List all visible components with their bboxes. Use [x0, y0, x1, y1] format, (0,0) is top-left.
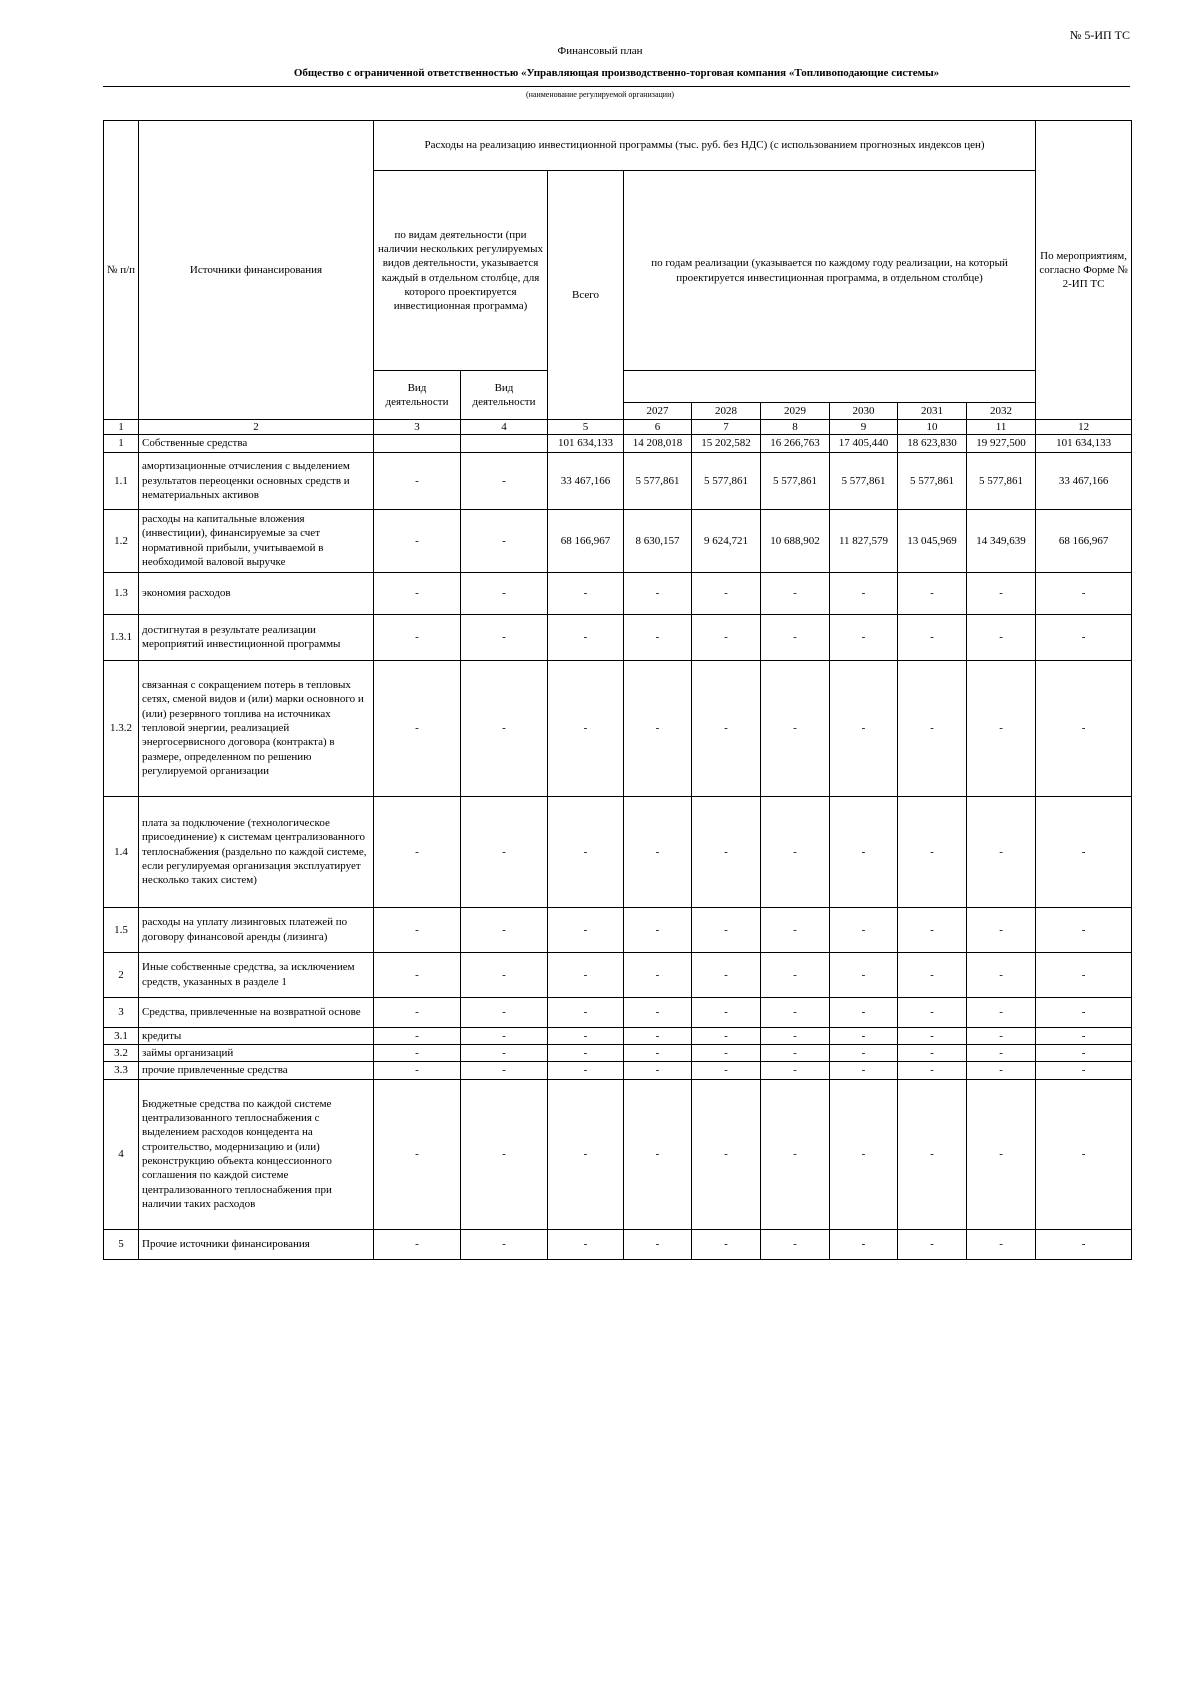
- column-number: 7: [692, 420, 761, 435]
- header-year: 2031: [898, 403, 967, 420]
- row-per-measures: 33 467,166: [1036, 452, 1132, 509]
- row-num: 2: [104, 952, 139, 997]
- row-year-2031: 13 045,969: [898, 509, 967, 572]
- row-per-measures: -: [1036, 997, 1132, 1027]
- row-total: -: [548, 997, 624, 1027]
- organization-name: Общество с ограниченной ответственностью «Управляющая производственно-торговая компания «Топливоподающие системы»: [293, 67, 940, 79]
- row-total: -: [548, 1062, 624, 1079]
- row-source: достигнутая в результате реализации мероприятий инвестиционной программы: [139, 614, 374, 660]
- row-year-2029: -: [761, 1044, 830, 1061]
- row-activity-1: -: [374, 572, 461, 614]
- row-year-2028: -: [692, 1027, 761, 1044]
- row-year-2029: -: [761, 1229, 830, 1259]
- row-source: Собственные средства: [139, 435, 374, 452]
- financial-plan-table: [103, 120, 1132, 1260]
- row-num: 3.1: [104, 1027, 139, 1044]
- row-year-2027: -: [624, 907, 692, 952]
- row-year-2031: -: [898, 907, 967, 952]
- row-activity-2: -: [461, 1062, 548, 1079]
- row-year-2029: 16 266,763: [761, 435, 830, 452]
- row-year-2027: -: [624, 660, 692, 796]
- row-year-2030: -: [830, 796, 898, 907]
- row-source: экономия расходов: [139, 572, 374, 614]
- row-year-2031: -: [898, 1079, 967, 1229]
- header-year: 2030: [830, 403, 898, 420]
- row-year-2030: -: [830, 1062, 898, 1079]
- row-total: 33 467,166: [548, 452, 624, 509]
- row-num: 1.3: [104, 572, 139, 614]
- row-year-2031: -: [898, 1229, 967, 1259]
- row-year-2029: -: [761, 614, 830, 660]
- row-activity-1: -: [374, 952, 461, 997]
- row-per-measures: -: [1036, 796, 1132, 907]
- row-activity-2: -: [461, 952, 548, 997]
- row-activity-2: -: [461, 509, 548, 572]
- table-row: [104, 1079, 1132, 1229]
- row-year-2028: -: [692, 660, 761, 796]
- row-year-2029: -: [761, 907, 830, 952]
- column-number: 4: [461, 420, 548, 435]
- row-year-2027: 5 577,861: [624, 452, 692, 509]
- row-year-2032: -: [967, 614, 1036, 660]
- row-year-2028: -: [692, 1044, 761, 1061]
- row-year-2027: -: [624, 572, 692, 614]
- row-activity-2: -: [461, 1044, 548, 1061]
- header-num: № п/п: [104, 121, 139, 420]
- row-year-2029: -: [761, 997, 830, 1027]
- row-year-2030: -: [830, 614, 898, 660]
- row-per-measures: -: [1036, 1027, 1132, 1044]
- row-activity-1: -: [374, 1027, 461, 1044]
- row-total: -: [548, 1229, 624, 1259]
- row-year-2029: -: [761, 796, 830, 907]
- row-num: 3.2: [104, 1044, 139, 1061]
- row-year-2027: -: [624, 1079, 692, 1229]
- header-total: Всего: [548, 171, 624, 420]
- table-row: [104, 1027, 1132, 1044]
- row-year-2030: -: [830, 660, 898, 796]
- column-number: 2: [139, 420, 374, 435]
- row-year-2027: -: [624, 1062, 692, 1079]
- row-year-2031: 5 577,861: [898, 452, 967, 509]
- form-number: № 5-ИП ТС: [1069, 28, 1130, 42]
- column-number: 3: [374, 420, 461, 435]
- row-year-2027: -: [624, 1027, 692, 1044]
- table-row: [104, 952, 1132, 997]
- row-year-2032: -: [967, 1044, 1036, 1061]
- document-title: Финансовый план: [557, 45, 643, 57]
- row-per-measures: -: [1036, 614, 1132, 660]
- table-row: [104, 796, 1132, 907]
- row-year-2029: -: [761, 572, 830, 614]
- row-year-2031: -: [898, 1062, 967, 1079]
- table-row: [104, 1044, 1132, 1061]
- row-num: 5: [104, 1229, 139, 1259]
- row-year-2032: 19 927,500: [967, 435, 1036, 452]
- row-year-2032: -: [967, 660, 1036, 796]
- organization-caption: (наименование регулируемой организации): [525, 90, 675, 99]
- row-activity-2: [461, 435, 548, 452]
- row-year-2028: -: [692, 952, 761, 997]
- row-total: -: [548, 660, 624, 796]
- header-per-measures: По мероприятиям, согласно Форме № 2-ИП ТС: [1036, 121, 1132, 420]
- row-year-2030: -: [830, 1044, 898, 1061]
- row-total: -: [548, 1079, 624, 1229]
- row-total: -: [548, 907, 624, 952]
- header-years-spacer: [624, 371, 1036, 403]
- row-year-2027: -: [624, 952, 692, 997]
- table-row: [104, 572, 1132, 614]
- row-per-measures: -: [1036, 572, 1132, 614]
- row-year-2028: -: [692, 614, 761, 660]
- column-number: 10: [898, 420, 967, 435]
- row-source: прочие привлеченные средства: [139, 1062, 374, 1079]
- row-source: Иные собственные средства, за исключением средств, указанных в разделе 1: [139, 952, 374, 997]
- row-source: Средства, привлеченные на возвратной основе: [139, 997, 374, 1027]
- row-year-2030: 17 405,440: [830, 435, 898, 452]
- row-year-2027: -: [624, 796, 692, 907]
- row-year-2031: -: [898, 997, 967, 1027]
- row-year-2028: -: [692, 572, 761, 614]
- row-activity-1: -: [374, 997, 461, 1027]
- row-year-2032: -: [967, 796, 1036, 907]
- row-activity-1: -: [374, 509, 461, 572]
- row-activity-2: -: [461, 1027, 548, 1044]
- row-year-2027: -: [624, 614, 692, 660]
- row-year-2029: -: [761, 1062, 830, 1079]
- row-year-2030: -: [830, 1027, 898, 1044]
- row-total: 101 634,133: [548, 435, 624, 452]
- row-year-2028: -: [692, 796, 761, 907]
- header-year: 2032: [967, 403, 1036, 420]
- header-year: 2029: [761, 403, 830, 420]
- table-row: [104, 997, 1132, 1027]
- row-per-measures: -: [1036, 1079, 1132, 1229]
- row-activity-1: -: [374, 614, 461, 660]
- row-year-2032: -: [967, 1027, 1036, 1044]
- row-year-2032: -: [967, 997, 1036, 1027]
- row-num: 1.2: [104, 509, 139, 572]
- header-by-activity: по видам деятельности (при наличии нескольких регулируемых видов деятельности, указывается каждый в отдельном столбце, для которого проектируется инвестиционная программа): [374, 171, 548, 371]
- row-year-2032: -: [967, 1079, 1036, 1229]
- row-activity-1: -: [374, 796, 461, 907]
- row-year-2028: -: [692, 1079, 761, 1229]
- table-row: [104, 509, 1132, 572]
- row-total: 68 166,967: [548, 509, 624, 572]
- row-year-2030: -: [830, 907, 898, 952]
- row-activity-1: [374, 435, 461, 452]
- column-number: 5: [548, 420, 624, 435]
- row-source: Прочие источники финансирования: [139, 1229, 374, 1259]
- column-number: 1: [104, 420, 139, 435]
- row-year-2031: -: [898, 1044, 967, 1061]
- row-activity-2: -: [461, 452, 548, 509]
- row-activity-1: -: [374, 1079, 461, 1229]
- row-year-2031: -: [898, 572, 967, 614]
- table-row: [104, 660, 1132, 796]
- row-num: 1.3.1: [104, 614, 139, 660]
- row-year-2028: 5 577,861: [692, 452, 761, 509]
- row-activity-2: -: [461, 614, 548, 660]
- header-activity-2: Вид деятельности: [461, 371, 548, 420]
- organization-underline: [103, 86, 1130, 87]
- row-total: -: [548, 614, 624, 660]
- row-num: 4: [104, 1079, 139, 1229]
- row-year-2032: 14 349,639: [967, 509, 1036, 572]
- row-per-measures: -: [1036, 660, 1132, 796]
- row-year-2027: -: [624, 1229, 692, 1259]
- row-year-2031: 18 623,830: [898, 435, 967, 452]
- row-year-2028: 9 624,721: [692, 509, 761, 572]
- row-total: -: [548, 1044, 624, 1061]
- row-year-2032: -: [967, 572, 1036, 614]
- row-year-2029: -: [761, 1079, 830, 1229]
- row-per-measures: 68 166,967: [1036, 509, 1132, 572]
- row-per-measures: -: [1036, 1229, 1132, 1259]
- column-number: 12: [1036, 420, 1132, 435]
- row-year-2032: -: [967, 952, 1036, 997]
- row-activity-2: -: [461, 1229, 548, 1259]
- row-activity-1: -: [374, 1062, 461, 1079]
- row-num: 1.4: [104, 796, 139, 907]
- row-year-2029: -: [761, 660, 830, 796]
- row-num: 1.3.2: [104, 660, 139, 796]
- row-year-2030: -: [830, 1229, 898, 1259]
- row-num: 1.5: [104, 907, 139, 952]
- header-activity-1: Вид деятельности: [374, 371, 461, 420]
- row-year-2027: -: [624, 1044, 692, 1061]
- row-activity-2: -: [461, 796, 548, 907]
- row-year-2030: -: [830, 1079, 898, 1229]
- row-source: кредиты: [139, 1027, 374, 1044]
- header-by-years: по годам реализации (указывается по каждому году реализации, на который проектируется инвестиционная программа, в отдельном столбце): [624, 171, 1036, 371]
- row-num: 3.3: [104, 1062, 139, 1079]
- column-number: 6: [624, 420, 692, 435]
- row-total: -: [548, 952, 624, 997]
- row-year-2032: 5 577,861: [967, 452, 1036, 509]
- row-year-2032: -: [967, 1229, 1036, 1259]
- row-source: займы организаций: [139, 1044, 374, 1061]
- row-year-2031: -: [898, 796, 967, 907]
- table-row: [104, 1229, 1132, 1259]
- table-row: [104, 1062, 1132, 1079]
- row-year-2030: -: [830, 997, 898, 1027]
- row-activity-1: -: [374, 907, 461, 952]
- table-row: [104, 614, 1132, 660]
- row-num: 1: [104, 435, 139, 452]
- row-year-2031: -: [898, 614, 967, 660]
- row-per-measures: -: [1036, 952, 1132, 997]
- row-source: связанная с сокращением потерь в тепловых сетях, сменой видов и (или) марки основного и (или) резервного топлива на источниках тепловой энергии, реализацией энергосервисного договора (контракта) в размере, определенном по решению регулируемой организации: [139, 660, 374, 796]
- row-per-measures: -: [1036, 1062, 1132, 1079]
- row-source: Бюджетные средства по каждой системе централизованного теплоснабжения с выделением расходов концедента на строительство, модернизацию и (или) реконструкцию объекта концессионного соглашения по каждой системе централизованного теплоснабжения при наличии таких расходов: [139, 1079, 374, 1229]
- row-year-2030: -: [830, 952, 898, 997]
- row-year-2030: 11 827,579: [830, 509, 898, 572]
- row-activity-2: -: [461, 907, 548, 952]
- table-row: [104, 435, 1132, 452]
- row-source: расходы на капитальные вложения (инвестиции), финансируемые за счет нормативной прибыли, учитываемой в необходимой валовой выручке: [139, 509, 374, 572]
- row-activity-1: -: [374, 452, 461, 509]
- row-activity-2: -: [461, 572, 548, 614]
- row-source: амортизационные отчисления с выделением результатов переоценки основных средств и нематериальных активов: [139, 452, 374, 509]
- column-number: 11: [967, 420, 1036, 435]
- header-year: 2028: [692, 403, 761, 420]
- row-year-2029: -: [761, 1027, 830, 1044]
- row-per-measures: -: [1036, 907, 1132, 952]
- row-activity-1: -: [374, 660, 461, 796]
- row-per-measures: -: [1036, 1044, 1132, 1061]
- row-per-measures: 101 634,133: [1036, 435, 1132, 452]
- row-activity-2: -: [461, 1079, 548, 1229]
- row-year-2029: 5 577,861: [761, 452, 830, 509]
- header-source: Источники финансирования: [139, 121, 374, 420]
- row-activity-2: -: [461, 997, 548, 1027]
- table-row: [104, 452, 1132, 509]
- row-total: -: [548, 796, 624, 907]
- row-source: расходы на уплату лизинговых платежей по договору финансовой аренды (лизинга): [139, 907, 374, 952]
- row-year-2031: -: [898, 1027, 967, 1044]
- row-year-2027: 8 630,157: [624, 509, 692, 572]
- row-year-2032: -: [967, 907, 1036, 952]
- row-activity-1: -: [374, 1229, 461, 1259]
- row-year-2031: -: [898, 660, 967, 796]
- row-activity-1: -: [374, 1044, 461, 1061]
- row-year-2030: -: [830, 572, 898, 614]
- column-number: 9: [830, 420, 898, 435]
- row-source: плата за подключение (технологическое присоединение) к системам централизованного теплоснабжения (раздельно по каждой системе, если регулируемая организация эксплуатирует несколько таких систем): [139, 796, 374, 907]
- row-year-2032: -: [967, 1062, 1036, 1079]
- row-year-2028: -: [692, 1229, 761, 1259]
- row-year-2028: -: [692, 907, 761, 952]
- column-number: 8: [761, 420, 830, 435]
- row-year-2028: -: [692, 997, 761, 1027]
- row-total: -: [548, 1027, 624, 1044]
- row-year-2029: -: [761, 952, 830, 997]
- row-year-2027: 14 208,018: [624, 435, 692, 452]
- table-row: [104, 907, 1132, 952]
- header-expenses: Расходы на реализацию инвестиционной программы (тыс. руб. без НДС) (с использованием прогнозных индексов цен): [374, 121, 1036, 171]
- row-activity-2: -: [461, 660, 548, 796]
- row-year-2029: 10 688,902: [761, 509, 830, 572]
- row-year-2028: 15 202,582: [692, 435, 761, 452]
- row-num: 1.1: [104, 452, 139, 509]
- row-total: -: [548, 572, 624, 614]
- row-num: 3: [104, 997, 139, 1027]
- row-year-2030: 5 577,861: [830, 452, 898, 509]
- row-year-2031: -: [898, 952, 967, 997]
- row-year-2027: -: [624, 997, 692, 1027]
- header-year: 2027: [624, 403, 692, 420]
- row-year-2028: -: [692, 1062, 761, 1079]
